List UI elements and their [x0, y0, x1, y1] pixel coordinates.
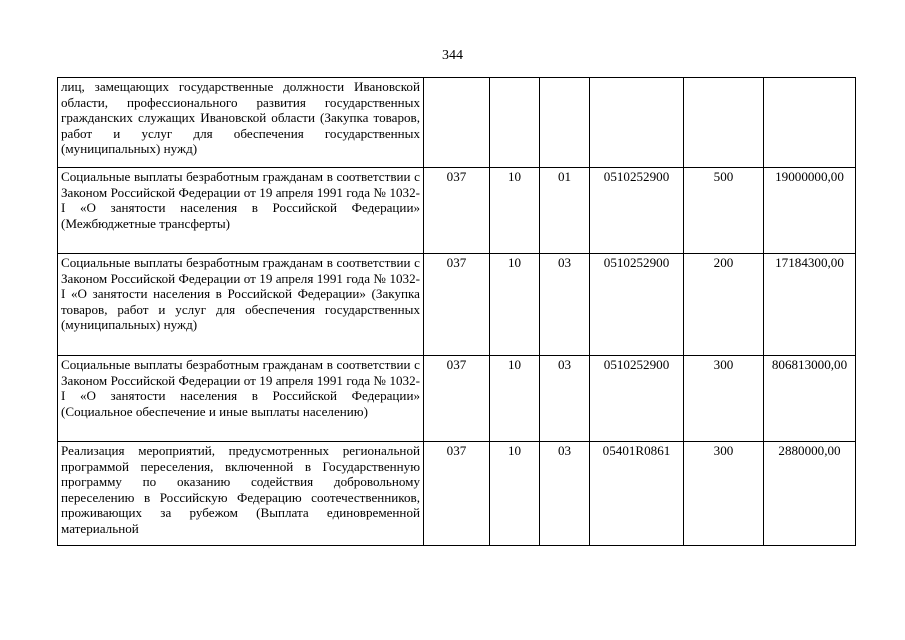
row-description: Социальные выплаты безработным гражданам в соответствии с Законом Российской Федерации от 19 апреля 1991 года № 1032-I «О занятости населения в Российской Федерации» (Межбюджетные трансферты) [58, 168, 424, 254]
expense-type-code: 200 [684, 254, 764, 356]
table-row [58, 356, 856, 442]
expense-type-code [684, 78, 764, 168]
target-article-code: 0510252900 [590, 254, 684, 356]
table-row [58, 254, 856, 356]
section-code: 10 [490, 442, 540, 546]
budget-table [57, 77, 856, 546]
table-row [58, 168, 856, 254]
expense-type-code: 300 [684, 442, 764, 546]
amount: 2880000,00 [764, 442, 856, 546]
ministry-code [424, 78, 490, 168]
target-article-code: 0510252900 [590, 168, 684, 254]
ministry-code: 037 [424, 442, 490, 546]
subsection-code: 03 [540, 442, 590, 546]
subsection-code: 03 [540, 254, 590, 356]
amount: 17184300,00 [764, 254, 856, 356]
row-description: Социальные выплаты безработным гражданам в соответствии с Законом Российской Федерации от 19 апреля 1991 года № 1032-I «О занятости населения в Российской Федерации» (Закупка товаров, работ и услуг для обеспечения государственных (муниципальных) нужд) [58, 254, 424, 356]
amount: 19000000,00 [764, 168, 856, 254]
ministry-code: 037 [424, 168, 490, 254]
section-code: 10 [490, 254, 540, 356]
row-description: Реализация мероприятий, предусмотренных региональной программой переселения, включенной в Государственную программу по оказанию содействия добровольному переселению в Российскую Федерацию соотечественников, проживающих за рубежом (Выплата единовременной материальной [58, 442, 424, 546]
section-code: 10 [490, 168, 540, 254]
section-code [490, 78, 540, 168]
subsection-code: 01 [540, 168, 590, 254]
amount [764, 78, 856, 168]
page-number: 344 [442, 48, 463, 63]
expense-type-code: 500 [684, 168, 764, 254]
table-row [58, 442, 856, 546]
row-description: Социальные выплаты безработным гражданам в соответствии с Законом Российской Федерации от 19 апреля 1991 года № 1032-I «О занятости населения в Российской Федерации» (Социальное обеспечение и иные выплаты населению) [58, 356, 424, 442]
amount: 806813000,00 [764, 356, 856, 442]
ministry-code: 037 [424, 254, 490, 356]
expense-type-code: 300 [684, 356, 764, 442]
table-row [58, 78, 856, 168]
row-description: лиц, замещающих государственные должности Ивановской области, профессионального развития государственных гражданских служащих Ивановской области (Закупка товаров, работ и услуг для обеспечения государственных (муниципальных) нужд) [58, 78, 424, 168]
target-article-code: 05401R0861 [590, 442, 684, 546]
subsection-code: 03 [540, 356, 590, 442]
target-article-code [590, 78, 684, 168]
subsection-code [540, 78, 590, 168]
section-code: 10 [490, 356, 540, 442]
target-article-code: 0510252900 [590, 356, 684, 442]
ministry-code: 037 [424, 356, 490, 442]
